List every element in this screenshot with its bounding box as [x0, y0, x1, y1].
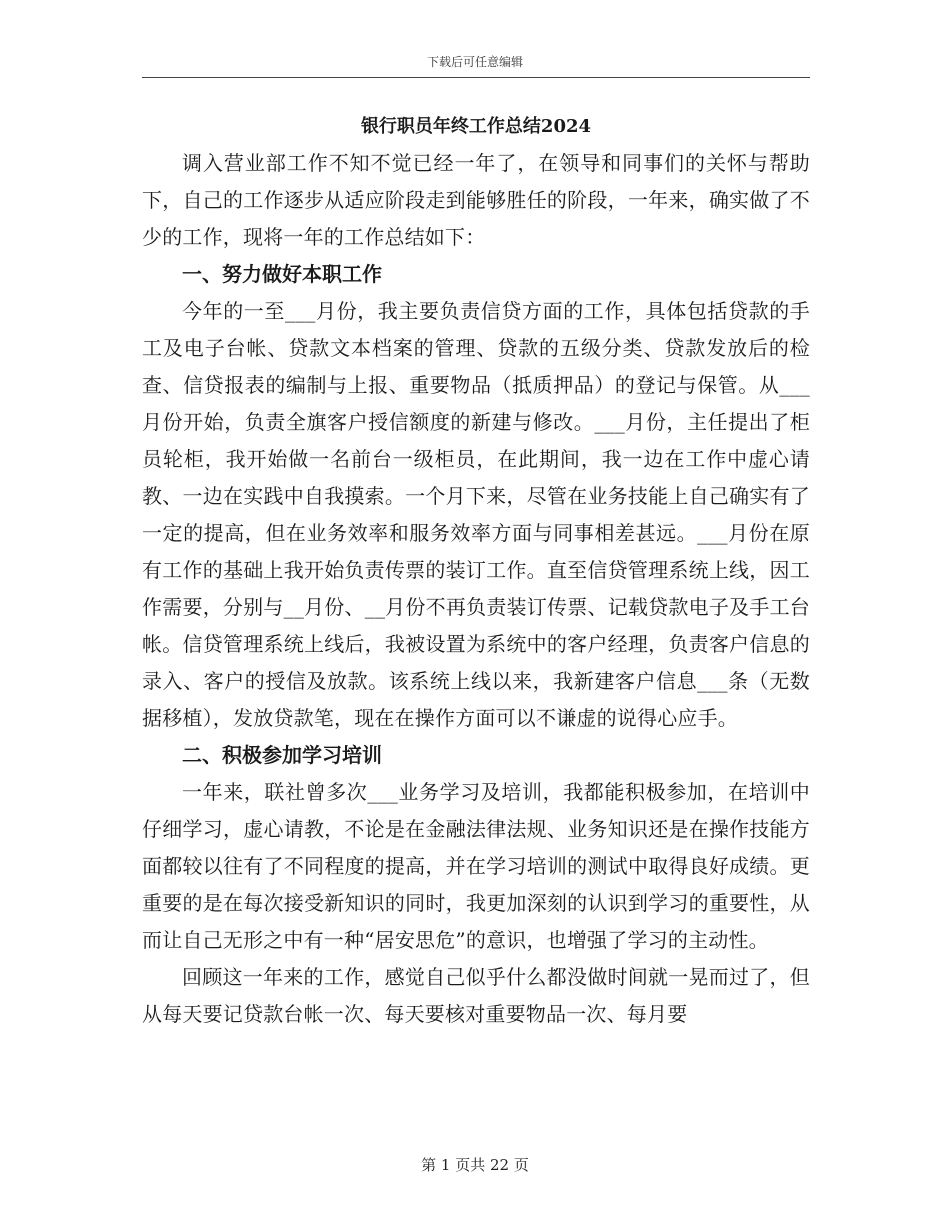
- header-rule: [142, 77, 810, 78]
- document-title: 银行职员年终工作总结2024: [360, 116, 592, 137]
- closing-paragraph: 回顾这一年来的工作，感觉自己似乎什么都没做时间就一晃而过了，但从每天要记贷款台帐一次、每天要核对重要物品一次、每月要: [142, 965, 810, 1026]
- intro-paragraph: 调入营业部工作不知不觉已经一年了，在领导和同事们的关怀与帮助下，自己的工作逐步从适应阶段走到能够胜任的阶段，一年来，确实做了不少的工作，现将一年的工作总结如下：: [142, 151, 810, 249]
- document-body: [142, 112, 810, 1033]
- page-header: 下载后可任意编辑: [426, 55, 523, 69]
- section-2-paragraph: 一年来，联社曾多次___业务学习及培训，我都能积极参加，在培训中仔细学习，虚心请教，不论是在金融法律法规、业务知识还是在操作技能方面都较以往有了不同程度的提高，并在学习培训的测试中取得良好成绩。更重要的是在每次接受新知识的同时，我更加深刻的认识到学习的重要性，从而让自己无形之中有一种“居安思危”的意识，也增强了学习的主动性。: [142, 780, 810, 952]
- section-heading-1: 一、努力做好本职工作: [182, 262, 382, 286]
- page-footer: 第 1 页共 22 页: [421, 1156, 529, 1174]
- section-heading-2: 二、积极参加学习培训: [182, 743, 382, 767]
- section-1-paragraph: 今年的一至___月份，我主要负责信贷方面的工作，具体包括贷款的手工及电子台帐、贷款文本档案的管理、贷款的五级分类、贷款发放后的检查、信贷报表的编制与上报、重要物品（抵质押品）的登记与保管。从___月份开始，负责全旗客户授信额度的新建与修改。___月份，主任提出了柜员轮柜，我开始做一名前台一级柜员，在此期间，我一边在工作中虚心请教、一边在实践中自我摸索。一个月下来，尽管在业务技能上自己确实有了一定的提高，但在业务效率和服务效率方面与同事相差甚远。___月份在原有工作的基础上我开始负责传票的装订工作。直至信贷管理系统上线，因工作需要，分别与__月份、__月份不再负责装订传票、记载贷款电子及手工台帐。信贷管理系统上线后，我被设置为系统中的客户经理，负责客户信息的录入、客户的授信及放款。该系统上线以来，我新建客户信息___条（无数据移植），发放贷款笔，现在在操作方面可以不谦虚的说得心应手。: [142, 299, 810, 730]
